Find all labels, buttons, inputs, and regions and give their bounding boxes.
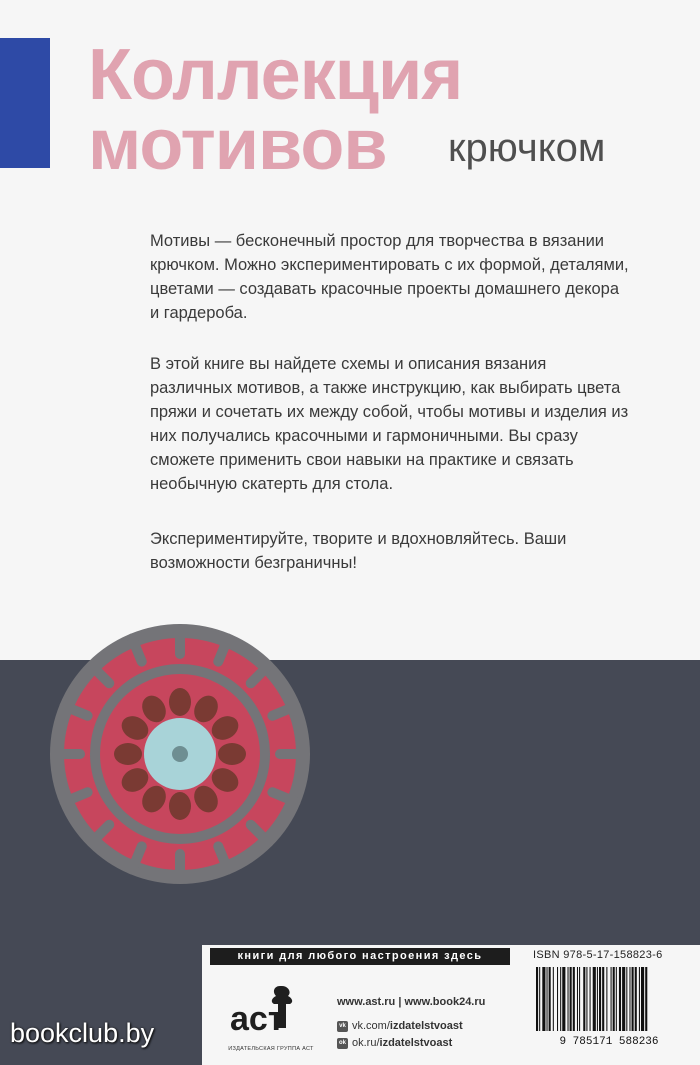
description-paragraph-3: Экспериментируйте, творите и вдохновляйтесь. Ваши возможности безграничны! [150, 530, 567, 572]
barcode-bar [597, 967, 598, 1031]
barcode-bar [560, 967, 561, 1031]
ok-handle: izdatelstvoast [379, 1037, 453, 1049]
barcode-bar [579, 967, 580, 1031]
barcode-bar [635, 967, 637, 1031]
barcode-bar [562, 967, 565, 1031]
barcode-bar [577, 967, 578, 1031]
book-title [88, 35, 463, 185]
barcode-bar [586, 967, 587, 1031]
barcode-bar [613, 967, 615, 1031]
barcode-bar [616, 967, 617, 1031]
barcode-bar [602, 967, 604, 1031]
barcode-bar [570, 967, 572, 1031]
motif-brown-puff [169, 688, 191, 716]
barcode-bar [542, 967, 545, 1031]
title-line-1: Коллекция [88, 35, 463, 115]
barcode-number: 9 785171 588236 [559, 1036, 659, 1047]
barcode-bar [547, 967, 548, 1031]
barcode-bar [590, 967, 591, 1031]
book-subtitle: крючком [448, 126, 606, 170]
watermark-text: bookclub.by [10, 1018, 155, 1048]
description-paragraph-2: В этой книге вы найдете схемы и описания вязания различных мотивов, а также инструкцию, как выбирать цвета пряжи и сочетать их между собой, чтобы мотивы и изделия из них получались красочными и гармоничными. Вы сразу сможете применить свои навыки на практике и связать необычную скатерть для стола. [150, 355, 629, 493]
vk-handle: izdatelstvoast [389, 1020, 463, 1032]
publisher-caption: ИЗДАТЕЛЬСКАЯ ГРУППА АСТ [228, 1046, 314, 1052]
website-links [337, 996, 485, 1008]
barcode-bar [622, 967, 625, 1031]
ok-icon: ok [337, 1038, 348, 1049]
description-paragraph-1: Мотивы — бесконечный простор для творчества в вязании крючком. Можно экспериментировать с их формой, деталями, цветами — создавать красочные проекты домашнего декора и гардероба. [150, 232, 629, 322]
link-separator: | [398, 996, 402, 1008]
barcode-bar [626, 967, 627, 1031]
title-line-2: мотивов [88, 105, 387, 185]
barcode-bar [645, 967, 647, 1031]
barcode-bar [549, 967, 551, 1031]
barcode-bar [536, 967, 538, 1031]
barcode-bar [641, 967, 644, 1031]
barcode-bar [632, 967, 634, 1031]
barcode-bar [557, 967, 558, 1031]
motif-center-hole [172, 746, 188, 762]
barcode-bar [639, 967, 640, 1031]
motif-brown-puff [218, 743, 246, 765]
isbn-text: ISBN 978-5-17-158823-6 [533, 949, 663, 961]
accent-bar [0, 38, 50, 168]
barcode-bar [606, 967, 607, 1031]
barcode-bar [539, 967, 540, 1031]
barcode-bar [611, 967, 612, 1031]
barcode-graphic [528, 965, 690, 1047]
barcode-bar [583, 967, 585, 1031]
social-ok[interactable] [337, 1037, 452, 1049]
crochet-motif-image [48, 622, 313, 887]
barcode-bar [619, 967, 621, 1031]
motif-brown-puff [169, 792, 191, 820]
vk-icon: vk [337, 1021, 348, 1032]
ast-logo [222, 980, 314, 1044]
barcode-bar [629, 967, 630, 1031]
website-ast[interactable]: www.ast.ru [337, 996, 396, 1008]
vk-prefix: vk.com/ [352, 1020, 390, 1032]
barcode-bar [599, 967, 601, 1031]
tagline-bar: книги для любого настроения здесь [210, 948, 510, 965]
barcode-bar [593, 967, 596, 1031]
motif-brown-puff [114, 743, 142, 765]
website-book24[interactable]: www.book24.ru [404, 996, 486, 1008]
ok-prefix: ok.ru/ [352, 1037, 380, 1049]
ast-logo-text: аст [230, 1000, 285, 1038]
barcode-bar [553, 967, 554, 1031]
barcode-bar [573, 967, 575, 1031]
social-vk[interactable] [337, 1020, 463, 1032]
barcode-bar [568, 967, 569, 1031]
